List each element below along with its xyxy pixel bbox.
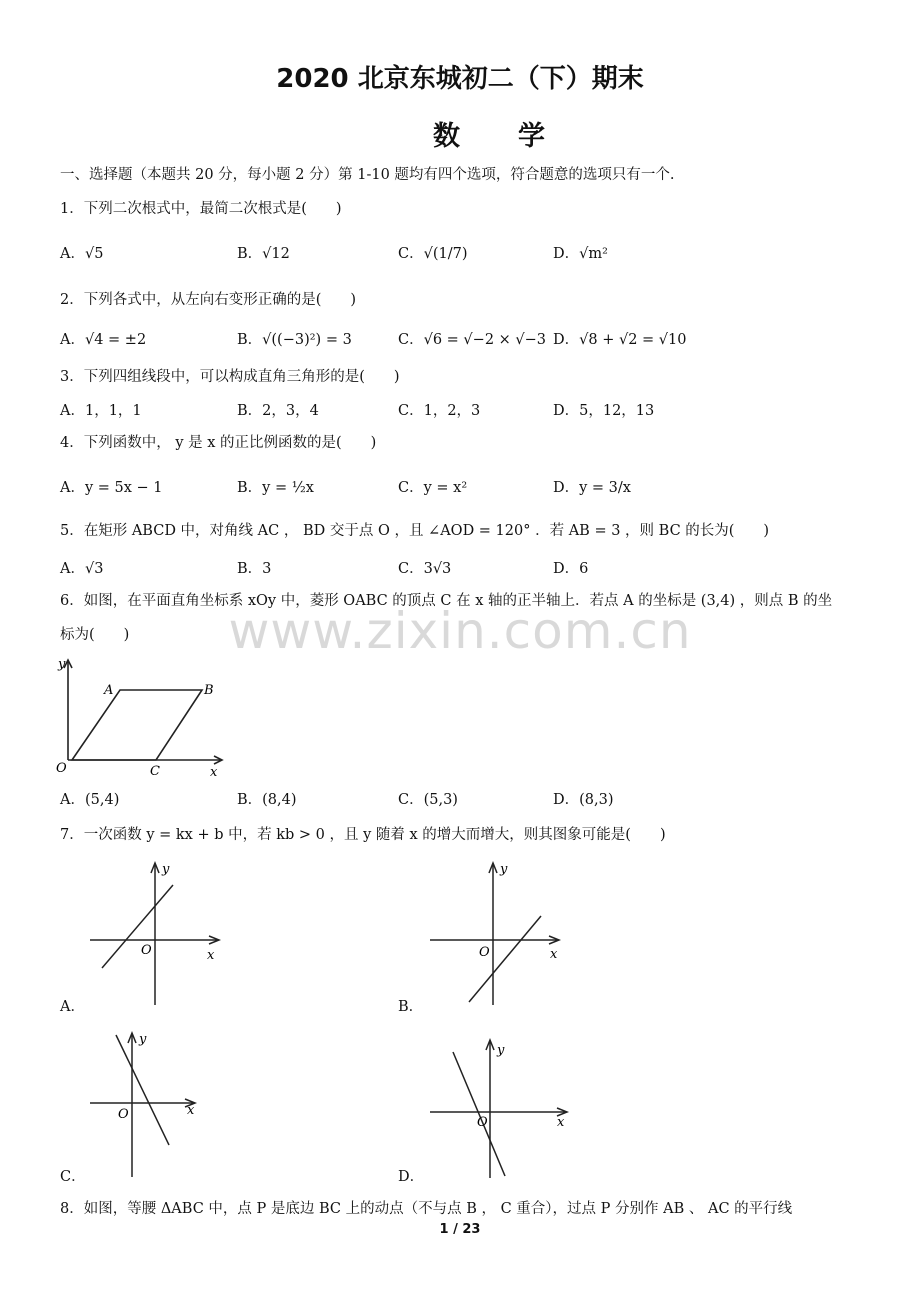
- q6-stem: 6．如图，在平面直角坐标系 xOy 中，菱形 OABC 的顶点 C 在 x 轴的正半轴上．若点 A 的坐标是 (3,4) ，则点 B 的坐: [60, 593, 833, 609]
- graph-c-label-x: x: [187, 1103, 195, 1118]
- graph-d-label-y: y: [497, 1043, 505, 1058]
- fig6-label-a: A: [104, 683, 114, 698]
- q1-stem: 1．下列二次根式中，最简二次根式是( ): [60, 201, 342, 217]
- q3-option-d: D．5，12，13: [553, 403, 655, 419]
- graph-b-label-x: x: [550, 947, 558, 962]
- q1-option-a: A．√5: [60, 246, 104, 262]
- fig6-label-y: y: [58, 657, 66, 672]
- q6-rhombus-figure: [52, 650, 232, 780]
- q3-option-c: C．1，2，3: [398, 403, 481, 419]
- q6-option-d: D．(8,3): [553, 792, 614, 808]
- line-graph-a: [102, 885, 173, 968]
- graph-a-label-x: x: [207, 948, 215, 963]
- line-graph-c: [116, 1035, 169, 1145]
- graph-a-label-y: y: [162, 862, 170, 877]
- q7-graph-a: [85, 855, 230, 1010]
- q2-option-d: D．√8 + √2 = √10: [553, 332, 687, 348]
- q4-option-c: C．y = x²: [398, 480, 468, 496]
- q1-option-d: D．√m²: [553, 246, 608, 262]
- q3-stem: 3．下列四组线段中，可以构成直角三角形的是( ): [60, 369, 400, 385]
- q2-option-c: C．√6 = √−2 × √−3: [398, 332, 547, 348]
- q2-option-a: A．√4 = ±2: [60, 332, 147, 348]
- section-heading: 一、选择题（本题共 20 分，每小题 2 分）第 1-10 题均有四个选项，符合题意的选项只有一个.: [60, 167, 675, 183]
- q5-option-d: D．6: [553, 561, 589, 577]
- graph-c-label-o: O: [118, 1107, 129, 1122]
- q2-option-b: B．√((−3)²) = 3: [237, 332, 352, 348]
- q7-option-c: C．: [60, 1169, 86, 1185]
- line-graph-d: [453, 1052, 505, 1176]
- q7-option-d: D．: [398, 1169, 425, 1185]
- q7-stem: 7．一次函数 y = kx + b 中，若 kb > 0 ，且 y 随着 x 的增大而增大，则其图象可能是( ): [60, 827, 666, 843]
- graph-a-label-o: O: [141, 943, 152, 958]
- q7-graph-d: [425, 1030, 575, 1180]
- q7-graph-b: [425, 855, 570, 1010]
- graph-b-label-y: y: [500, 862, 508, 877]
- page-title: 2020 北京东城初二（下）期末: [276, 64, 644, 94]
- q5-option-a: A．√3: [60, 561, 104, 577]
- q6-option-a: A．(5,4): [60, 792, 120, 808]
- q3-option-b: B．2，3，4: [237, 403, 319, 419]
- watermark: www.zixin.com.cn: [228, 602, 692, 660]
- q7-option-b: B．: [398, 999, 424, 1015]
- q2-stem: 2．下列各式中，从左向右变形正确的是( ): [60, 292, 357, 308]
- page-number: 1 / 23: [439, 1222, 481, 1237]
- q1-option-b: B．√12: [237, 246, 290, 262]
- graph-b-label-o: O: [479, 945, 490, 960]
- q6-option-b: B．(8,4): [237, 792, 297, 808]
- q7-graph-c: [85, 1025, 230, 1180]
- fig6-label-c: C: [150, 764, 160, 779]
- q6-option-c: C．(5,3): [398, 792, 458, 808]
- q7-option-a: A．: [60, 999, 85, 1015]
- q4-option-d: D．y = 3/x: [553, 480, 631, 496]
- q1-option-c: C．√(1/7): [398, 246, 468, 262]
- q5-option-b: B．3: [237, 561, 272, 577]
- q4-stem: 4．下列函数中， y 是 x 的正比例函数的是( ): [60, 435, 377, 451]
- rhombus-oabc: [72, 690, 202, 760]
- q6-stem-continued: 标为( ): [60, 627, 130, 643]
- fig6-label-b: B: [204, 683, 214, 698]
- q5-option-c: C．3√3: [398, 561, 452, 577]
- q4-option-b: B．y = ½x: [237, 480, 314, 496]
- q4-option-a: A．y = 5x − 1: [60, 480, 163, 496]
- fig6-label-x: x: [210, 765, 218, 780]
- fig6-label-o: O: [56, 761, 67, 776]
- subject-title: 数学: [433, 121, 603, 152]
- q3-option-a: A．1，1，1: [60, 403, 142, 419]
- graph-d-label-o: O: [477, 1115, 488, 1130]
- q8-stem: 8．如图，等腰 ΔABC 中，点 P 是底边 BC 上的动点（不与点 B ， C 重合），过点 P 分别作 AB 、 AC 的平行线: [60, 1201, 793, 1217]
- graph-d-label-x: x: [557, 1115, 565, 1130]
- graph-c-label-y: y: [139, 1032, 147, 1047]
- q5-stem: 5．在矩形 ABCD 中，对角线 AC ， BD 交于点 O ，且 ∠AOD = 120° ．若 AB = 3 ，则 BC 的长为( ): [60, 523, 770, 539]
